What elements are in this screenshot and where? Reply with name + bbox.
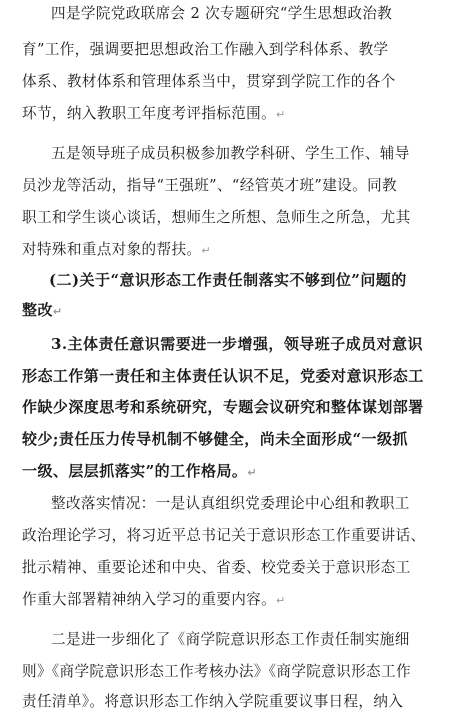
paragraph-mark: ↵: [201, 244, 211, 257]
paragraph-mark: ↵: [276, 108, 286, 121]
text-line: 整改落实情况：一是认真组织党委理论中心组和教职工: [51, 495, 410, 512]
text-line-last: [22, 590, 286, 611]
text-line-last: [22, 240, 211, 261]
text-line: 职工和学生谈心谈话，想师生之所想、急师生之所急，尤其: [22, 209, 411, 226]
text-line-content: 对特殊和重点对象的帮扶。: [22, 241, 202, 258]
bold-text-line: 3.主体责任意识需要进一步增强，领导班子成员对意识: [51, 335, 423, 353]
text-line: 批示精神、重要论述和中央、省委、校党委关于意识形态工: [22, 559, 411, 576]
text-line: 二是进一步细化了《商学院意识形态工作责任制实施细: [51, 631, 410, 648]
text-line: 体系、教材体系和管理体系当中，贯穿到学院工作的各个: [22, 73, 396, 90]
heading-line: (二)关于“意识形态工作责任制落实不够到位”问题的: [49, 271, 407, 289]
bold-text-line-content: 一级、层层抓落实”的工作格局。: [22, 462, 248, 480]
text-line: 则》《商学院意识形态工作考核办法》《商学院意识形态工作: [22, 663, 411, 680]
heading-line-last: [22, 300, 63, 322]
text-line-content: 环节，纳入教职工年度考评指标范围。: [22, 105, 277, 122]
text-line: 政治理论学习，将习近平总书记关于意识形态工作重要讲话、: [22, 527, 426, 544]
text-line: 员沙龙等活动，指导“王强班”、“经管英才班”建设。同教: [22, 177, 397, 194]
paragraph-mark: ↵: [276, 594, 286, 607]
paragraph-mark: ↵: [247, 466, 258, 479]
text-line-last: [22, 104, 286, 125]
paragraph-mark: ↵: [52, 305, 63, 318]
bold-text-line: 较少;责任压力传导机制不够健全，尚未全面形成“一级抓: [22, 430, 408, 448]
text-line: 四是学院党政联席会 2 次专题研究“学生思想政治教: [51, 5, 393, 22]
heading-line-content: 整改: [22, 301, 53, 319]
text-line: 五是领导班子成员积极参加教学科研、学生工作、辅导: [51, 145, 410, 162]
bold-text-line: 作缺少深度思考和系统研究，专题会议研究和整体谋划部署: [22, 398, 424, 416]
text-line: 责任清单》。将意识形态工作纳入学院重要议事日程，纳入: [22, 693, 404, 710]
bold-text-line-last: [22, 461, 257, 483]
bold-text-line: 形态工作第一责任和主体责任认识不足，党委对意识形态工: [22, 367, 424, 385]
text-line: 育”工作，强调要把思想政治工作融入到学科体系、教学: [22, 41, 389, 58]
text-line-content: 作重大部署精神纳入学习的重要内容。: [22, 591, 277, 608]
